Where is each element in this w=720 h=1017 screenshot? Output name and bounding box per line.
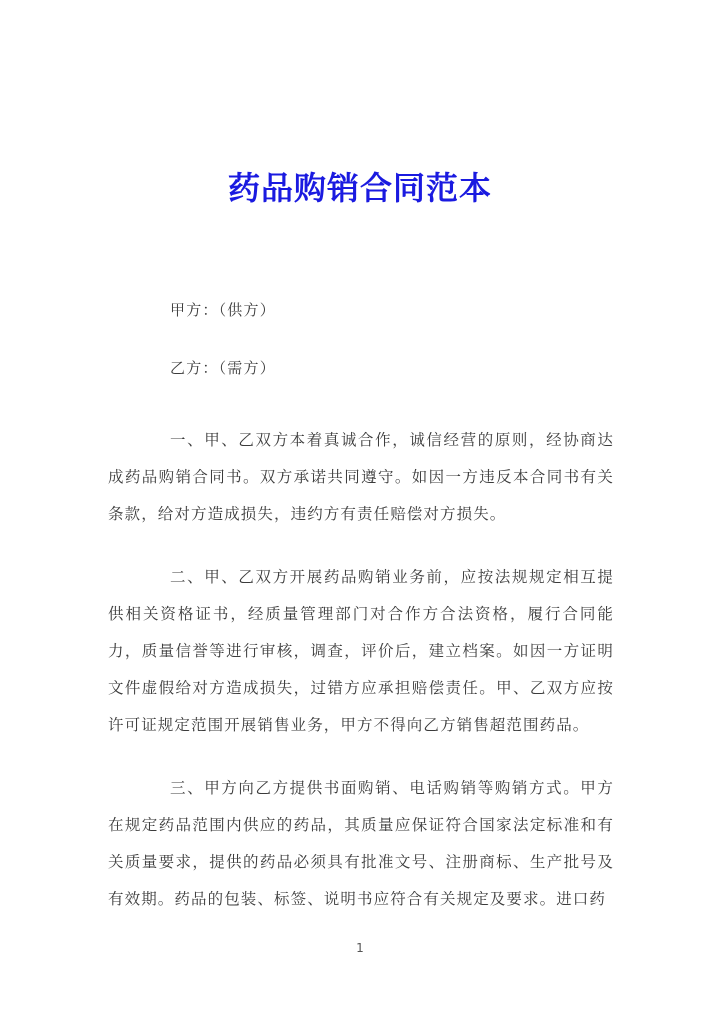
document-body <box>108 300 614 918</box>
party-line-buyer: 乙方：（需方） <box>170 359 276 377</box>
page-number: 1 <box>356 941 364 955</box>
clause-paragraph-1: 一、甲、乙双方本着真诚合作，诚信经营的原则，经协商达成药品购销合同书。双方承诺共同遵守。如因一方违反本合同书有关条款，给对方造成损失，违约方有责任赔偿对方损失。 <box>108 431 614 523</box>
page-title: 药品购销合同范本 <box>227 169 492 207</box>
clause-paragraph-3: 三、甲方向乙方提供书面购销、电话购销等购销方式。甲方在规定药品范围内供应的药品，其质量应保证符合国家法定标准和有关质量要求，提供的药品必须具有批准文号、注册商标、生产批号及有效期。药品的包装、标签、说明书应符合有关规定及要求。进口药 <box>108 779 614 908</box>
party-line-supplier: 甲方：（供方） <box>170 301 276 319</box>
clause-paragraph-2: 二、甲、乙双方开展药品购销业务前，应按法规规定相互提供相关资格证书，经质量管理部门对合作方合法资格，履行合同能力，质量信誉等进行审核，调查，评价后，建立档案。如因一方证明文件虚假给对方造成损失，过错方应承担赔偿责任。甲、乙双方应按许可证规定范围开展销售业务，甲方不得向乙方销售超范围药品。 <box>108 568 614 734</box>
